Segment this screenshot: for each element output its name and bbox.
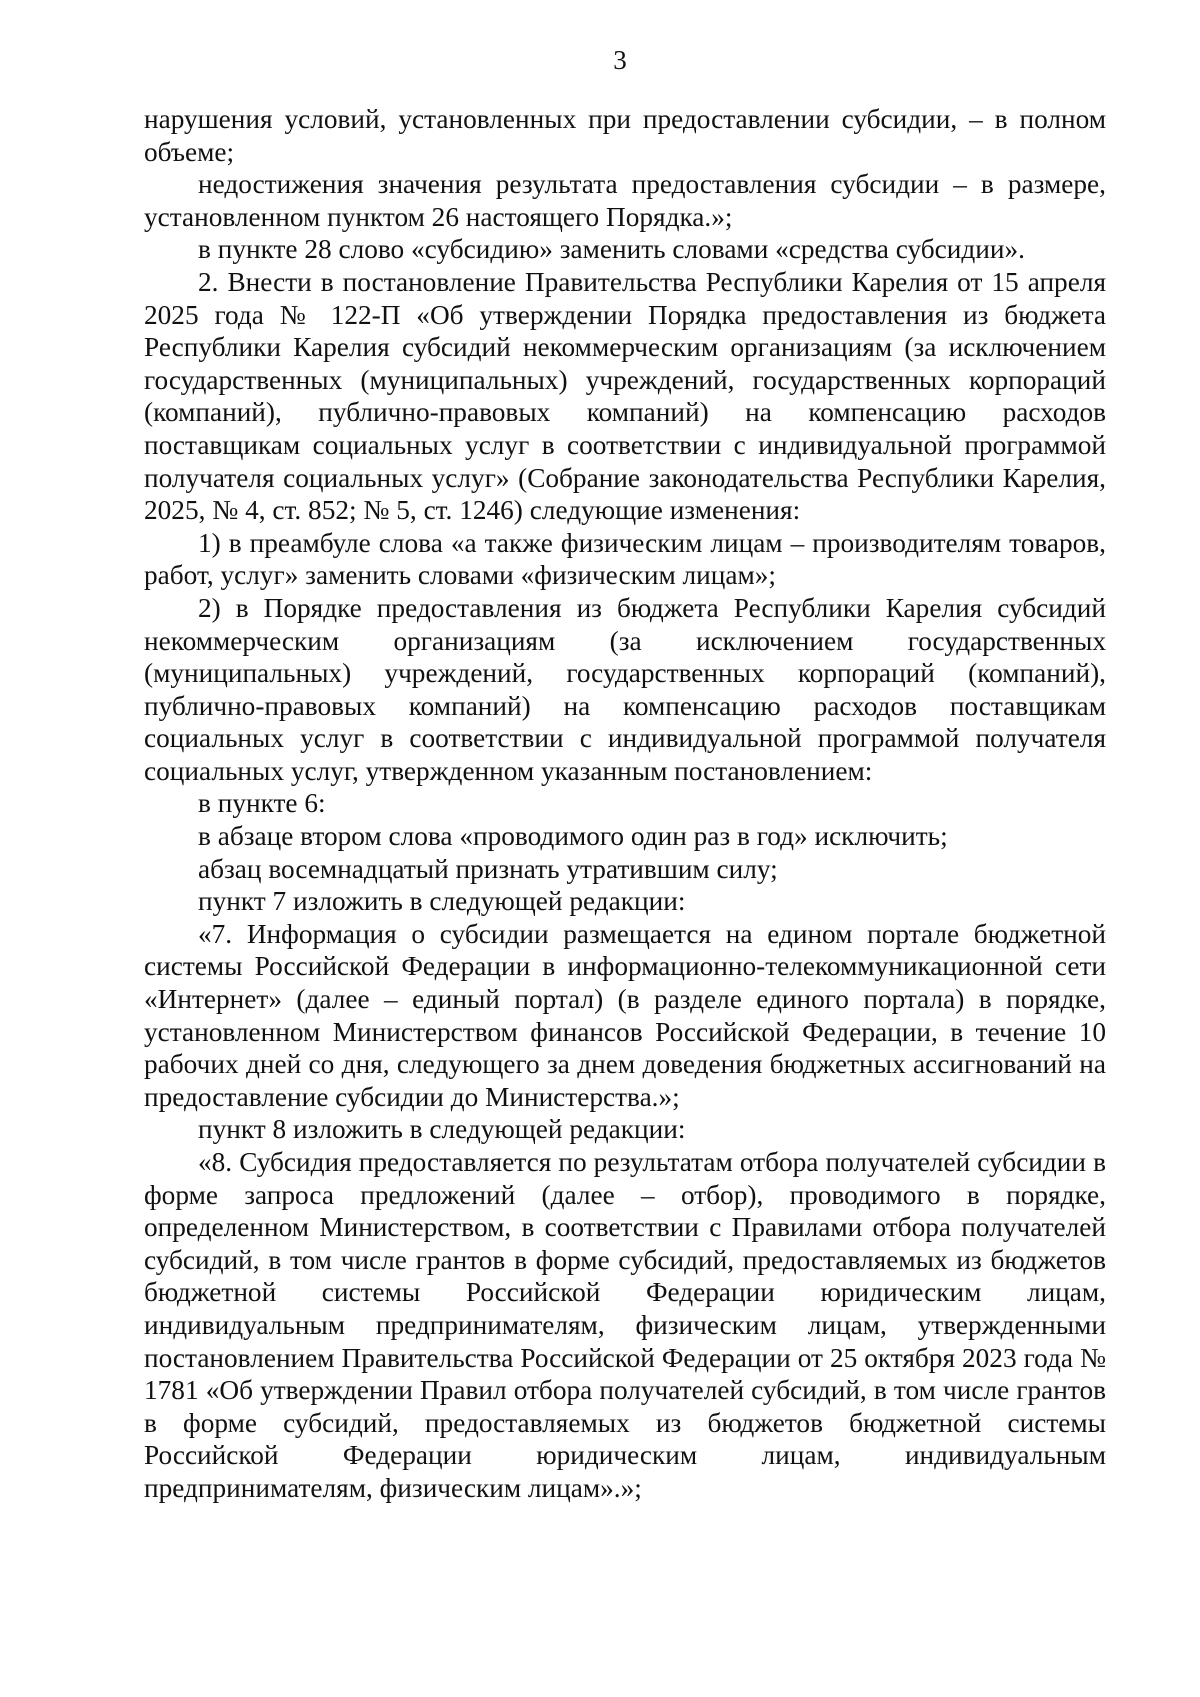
- page-number: 3: [613, 45, 627, 75]
- paragraph: пункт 7 изложить в следующей редакции:: [198, 886, 686, 917]
- paragraph: в пункте 28 слово «субсидию» заменить словами «средства субсидии».: [198, 234, 1025, 265]
- paragraph: в абзаце втором слова «проводимого один раз в год» исключить;: [198, 821, 948, 852]
- paragraph: 2) в Порядке предоставления из бюджета Республики Карелия субсидий некоммерческим организациям (за исключением государственных (муниципальных) учреждений, государственных корпораций (компаний), публично-правовых компаний) на компенсацию расходов поставщикам социальных услуг в соответствии с индивидуальной программой получателя социальных услуг, утвержденном указанным постановлением:: [144, 592, 1106, 786]
- paragraph: недостижения значения результата предоставления субсидии – в размере, установленном пунктом 26 настоящего Порядка.»;: [144, 169, 1106, 232]
- paragraph: абзац восемнадцатый признать утратившим силу;: [198, 853, 778, 884]
- paragraph: пункт 8 изложить в следующей редакции:: [198, 1114, 686, 1145]
- paragraph: «7. Информация о субсидии размещается на едином портале бюджетной системы Российской Федерации в информационно-телекоммуникационной сети «Интернет» (далее – единый портал) (в разделе единого портала) в порядке, установленном Министерством финансов Российской Федерации, в течение 10 рабочих дней со дня, следующего за днем доведения бюджетных ассигнований на предоставление субсидии до Министерства.»;: [144, 918, 1106, 1112]
- paragraph: нарушения условий, установленных при предоставлении субсидии, – в полном объеме;: [144, 104, 1106, 167]
- paragraph: 1) в преамбуле слова «а также физическим лицам – производителям товаров, работ, услуг» заменить словами «физическим лицам»;: [144, 527, 1106, 591]
- document-body: [144, 103, 1106, 1505]
- paragraph: в пункте 6:: [198, 788, 326, 819]
- paragraph: 2. Внести в постановление Правительства Республики Карелия от 15 апреля 2025 года № 122-П «Об утверждении Порядка предоставления из бюджета Республики Карелия субсидий некоммерческим организациям (за исключением государственных (муниципальных) учреждений, государственных корпораций (компаний), публично-правовых компаний) на компенсацию расходов поставщикам социальных услуг в соответствии с индивидуальной программой получателя социальных услуг» (Собрание законодательства Республики Карелия, 2025, № 4, ст. 852; № 5, ст. 1246) следующие изменения:: [144, 266, 1106, 526]
- paragraph: «8. Субсидия предоставляется по результатам отбора получателей субсидии в форме запроса предложений (далее – отбор), проводимого в порядке, определенном Министерством, в соответствии с Правилами отбора получателей субсидий, в том числе грантов в форме субсидий, предоставляемых из бюджетов бюджетной системы Российской Федерации юридическим лицам, индивидуальным предпринимателям, физическим лицам, утвержденными постановлением Правительства Российской Федерации от 25 октября 2023 года № 1781 «Об утверждении Правил отбора получателей субсидий, в том числе грантов в форме субсидий, предоставляемых из бюджетов бюджетной системы Российской Федерации юридическим лицам, индивидуальным предпринимателям, физическим лицам».»;: [144, 1147, 1106, 1503]
